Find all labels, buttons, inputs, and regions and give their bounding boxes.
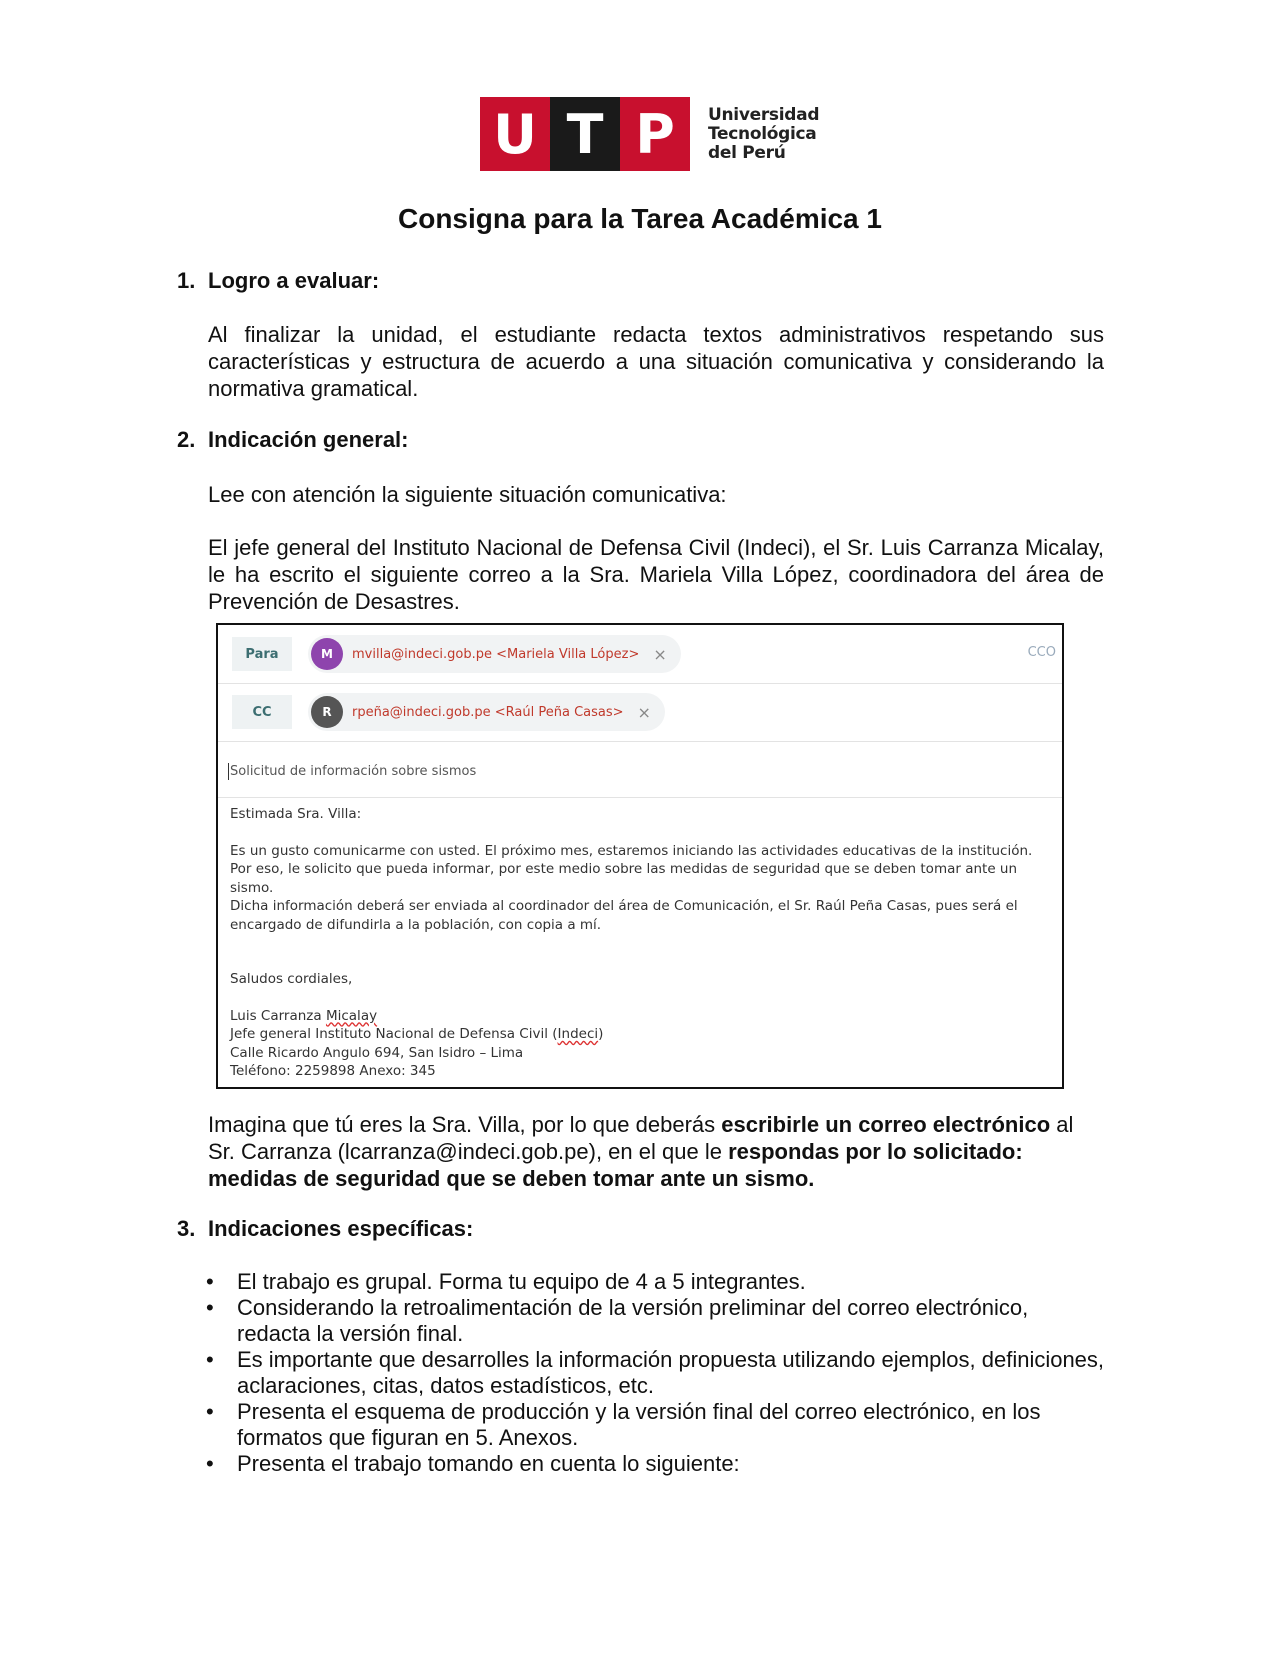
logo-letter-u: U <box>480 97 550 171</box>
section-2-heading <box>177 427 409 453</box>
logo-letter-p: P <box>620 97 690 171</box>
avatar: R <box>311 696 343 728</box>
logo-university-name <box>708 106 819 163</box>
section-1-heading <box>177 268 379 294</box>
logo-letter-t: T <box>550 97 620 171</box>
email-greeting: Estimada Sra. Villa: <box>230 806 362 822</box>
task-emphasis: respondas por lo solicitado: medidas de seguridad que se deben tomar ante un sismo. <box>208 1139 1023 1191</box>
email-subject-row[interactable] <box>218 741 1062 798</box>
email-body-paragraph: Dicha información deberá ser enviada al coordinador del área de Comunicación, el Sr. Raúl Peña Casas, pues será el encargado de difundirla a la población, con copia a mí. <box>230 898 1018 933</box>
to-recipient-address: mvilla@indeci.gob.pe <Mariela Villa López> <box>352 646 640 662</box>
section-2-intro: Lee con atención la siguiente situación comunicativa: <box>208 482 727 507</box>
section-number: 2. <box>177 427 196 452</box>
email-cc-row <box>218 683 1062 742</box>
section-title: Indicaciones específicas: <box>208 1216 474 1241</box>
list-item: • El trabajo es grupal. Forma tu equipo de 4 a 5 integrantes. <box>206 1269 1106 1295</box>
utp-logo <box>480 96 819 172</box>
section-title: Logro a evaluar: <box>208 268 380 293</box>
list-item: • Presenta el esquema de producción y la versión final del correo electrónico, en los formatos que figuran en 5. Anexos. <box>206 1399 1106 1451</box>
section-number: 1. <box>177 268 196 293</box>
logo-name-line: del Perú <box>708 142 786 163</box>
to-label: Para <box>232 637 292 671</box>
email-body[interactable] <box>230 805 1045 1081</box>
cc-recipient-chip[interactable] <box>308 693 665 731</box>
logo-name-line: Universidad <box>708 104 820 125</box>
section-1-text: Al finalizar la unidad, el estudiante redacta textos administrativos respetando sus características y estructura de acuerdo a una situación comunicativa y considerando la normativa gramatical. <box>208 322 1104 401</box>
to-recipient-chip[interactable] <box>308 635 681 673</box>
signature-phone: Teléfono: 2259898 Anexo: 345 <box>230 1063 436 1079</box>
list-item: • Considerando la retroalimentación de la versión preliminar del correo electrónico, redacta la versión final. <box>206 1295 1106 1347</box>
subject-input[interactable]: Solicitud de información sobre sismos <box>230 764 477 779</box>
task-emphasis: escribirle un correo electrónico <box>721 1112 1051 1137</box>
cc-recipient-address: rpeña@indeci.gob.pe <Raúl Peña Casas> <box>352 704 624 720</box>
email-body-paragraph: Es un gusto comunicarme con usted. El próximo mes, estaremos iniciando las actividades educativas de la institución. Por eso, le solicito que pueda informar, por este medio sobre las medidas de seguridad que se deben tomar ante un sismo. <box>230 842 1033 896</box>
signature-address: Calle Ricardo Angulo 694, San Isidro – Lima <box>230 1044 524 1061</box>
section-3-heading <box>177 1216 473 1242</box>
list-item: • Presenta el trabajo tomando en cuenta lo siguiente: <box>206 1451 1106 1477</box>
signature-role: Jefe general Instituto Nacional de Defensa Civil (Indeci) <box>230 1026 604 1042</box>
close-icon[interactable]: × <box>653 644 667 664</box>
section-number: 3. <box>177 1216 196 1241</box>
page-title: Consigna para la Tarea Académica 1 <box>398 203 882 234</box>
email-to-row <box>218 625 1062 684</box>
cc-label: CC <box>232 695 292 729</box>
email-closing: Saludos cordiales, <box>230 971 353 987</box>
close-icon[interactable]: × <box>637 702 651 722</box>
section-2-situation: El jefe general del Instituto Nacional de Defensa Civil (Indeci), el Sr. Luis Carranza Micalay, le ha escrito el siguiente correo a la Sra. Mariela Villa López, coordinadora del área de Prevención de Desastres. <box>208 535 1104 614</box>
section-2-task: Imagina que tú eres la Sra. Villa, por lo que deberás escribirle un correo electrónico al Sr. Carranza (lcarranza@indeci.gob.pe), en el que le respondas por lo solicitado: medidas de seguridad que se deben tomar ante un sismo. <box>208 1112 1074 1191</box>
signature-name: Luis Carranza Micalay <box>230 1007 378 1024</box>
bcc-link[interactable]: CCO <box>1027 645 1056 660</box>
section-title: Indicación general: <box>208 427 409 452</box>
avatar: M <box>311 638 343 670</box>
list-item: • Es importante que desarrolles la información propuesta utilizando ejemplos, definiciones, aclaraciones, citas, datos estadísticos, etc. <box>206 1347 1106 1399</box>
logo-name-line: Tecnológica <box>708 123 817 144</box>
specific-instructions-list <box>206 1269 1106 1477</box>
email-mockup <box>216 623 1064 1089</box>
